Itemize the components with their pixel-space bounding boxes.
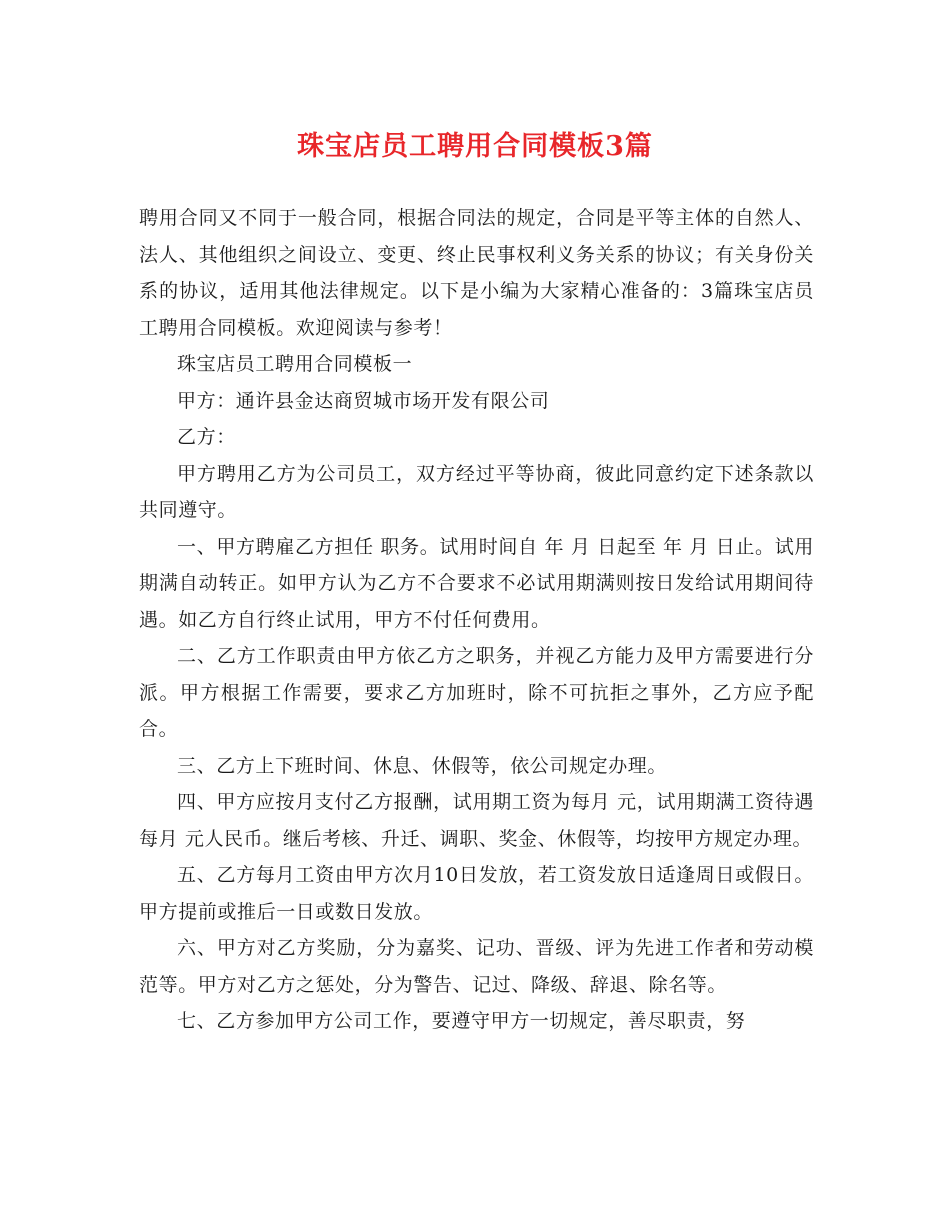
clause-paragraph: 六、甲方对乙方奖励，分为嘉奖、记功、晋级、评为先进工作者和劳动模范等。甲方对乙方之惩处，分为警告、记过、降级、辞退、除名等。 [139, 937, 814, 996]
document-title: 珠宝店员工聘用合同模板3篇 [297, 131, 653, 162]
party-b-line: 乙方： [177, 426, 236, 448]
clause-paragraph: 二、乙方工作职责由甲方依乙方之职务，并视乙方能力及甲方需要进行分派。甲方根据工作需要，要求乙方加班时，除不可抗拒之事外，乙方应予配合。 [139, 645, 814, 740]
party-a-line: 甲方：通许县金达商贸城市场开发有限公司 [177, 389, 550, 412]
clause-paragraph: 四、甲方应按月支付乙方报酬，试用期工资为每月 元，试用期满工资待遇每月 元人民币。继后考核、升迁、调职、奖金、休假等，均按甲方规定办理。 [139, 791, 814, 850]
clause-paragraph: 三、乙方上下班时间、休息、休假等，依公司规定办理。 [177, 754, 668, 777]
section-heading: 珠宝店员工聘用合同模板一 [177, 353, 413, 375]
preamble-paragraph: 甲方聘用乙方为公司员工，双方经过平等协商，彼此同意约定下述条款以共同遵守。 [139, 462, 814, 521]
clause-paragraph: 五、乙方每月工资由甲方次月10日发放，若工资发放日适逢周日或假日。甲方提前或推后一日或数日发放。 [139, 864, 814, 923]
document-body [139, 200, 814, 1040]
clause-paragraph: 七、乙方参加甲方公司工作，要遵守甲方一切规定，善尽职责，努 [177, 1010, 746, 1032]
clause-paragraph: 一、甲方聘雇乙方担任 职务。试用时间自 年 月 日起至 年 月 日止。试用期满自动转正。如甲方认为乙方不合要求不必试用期满则按日发给试用期间待遇。如乙方自行终止试用，甲方不付任何费用。 [139, 535, 814, 631]
intro-paragraph: 聘用合同又不同于一般合同，根据合同法的规定，合同是平等主体的自然人、法人、其他组织之间设立、变更、终止民事权利义务关系的协议；有关身份关系的协议，适用其他法律规定。以下是小编为大家精心准备的：3篇珠宝店员工聘用合同模板。欢迎阅读与参考！ [139, 207, 814, 339]
